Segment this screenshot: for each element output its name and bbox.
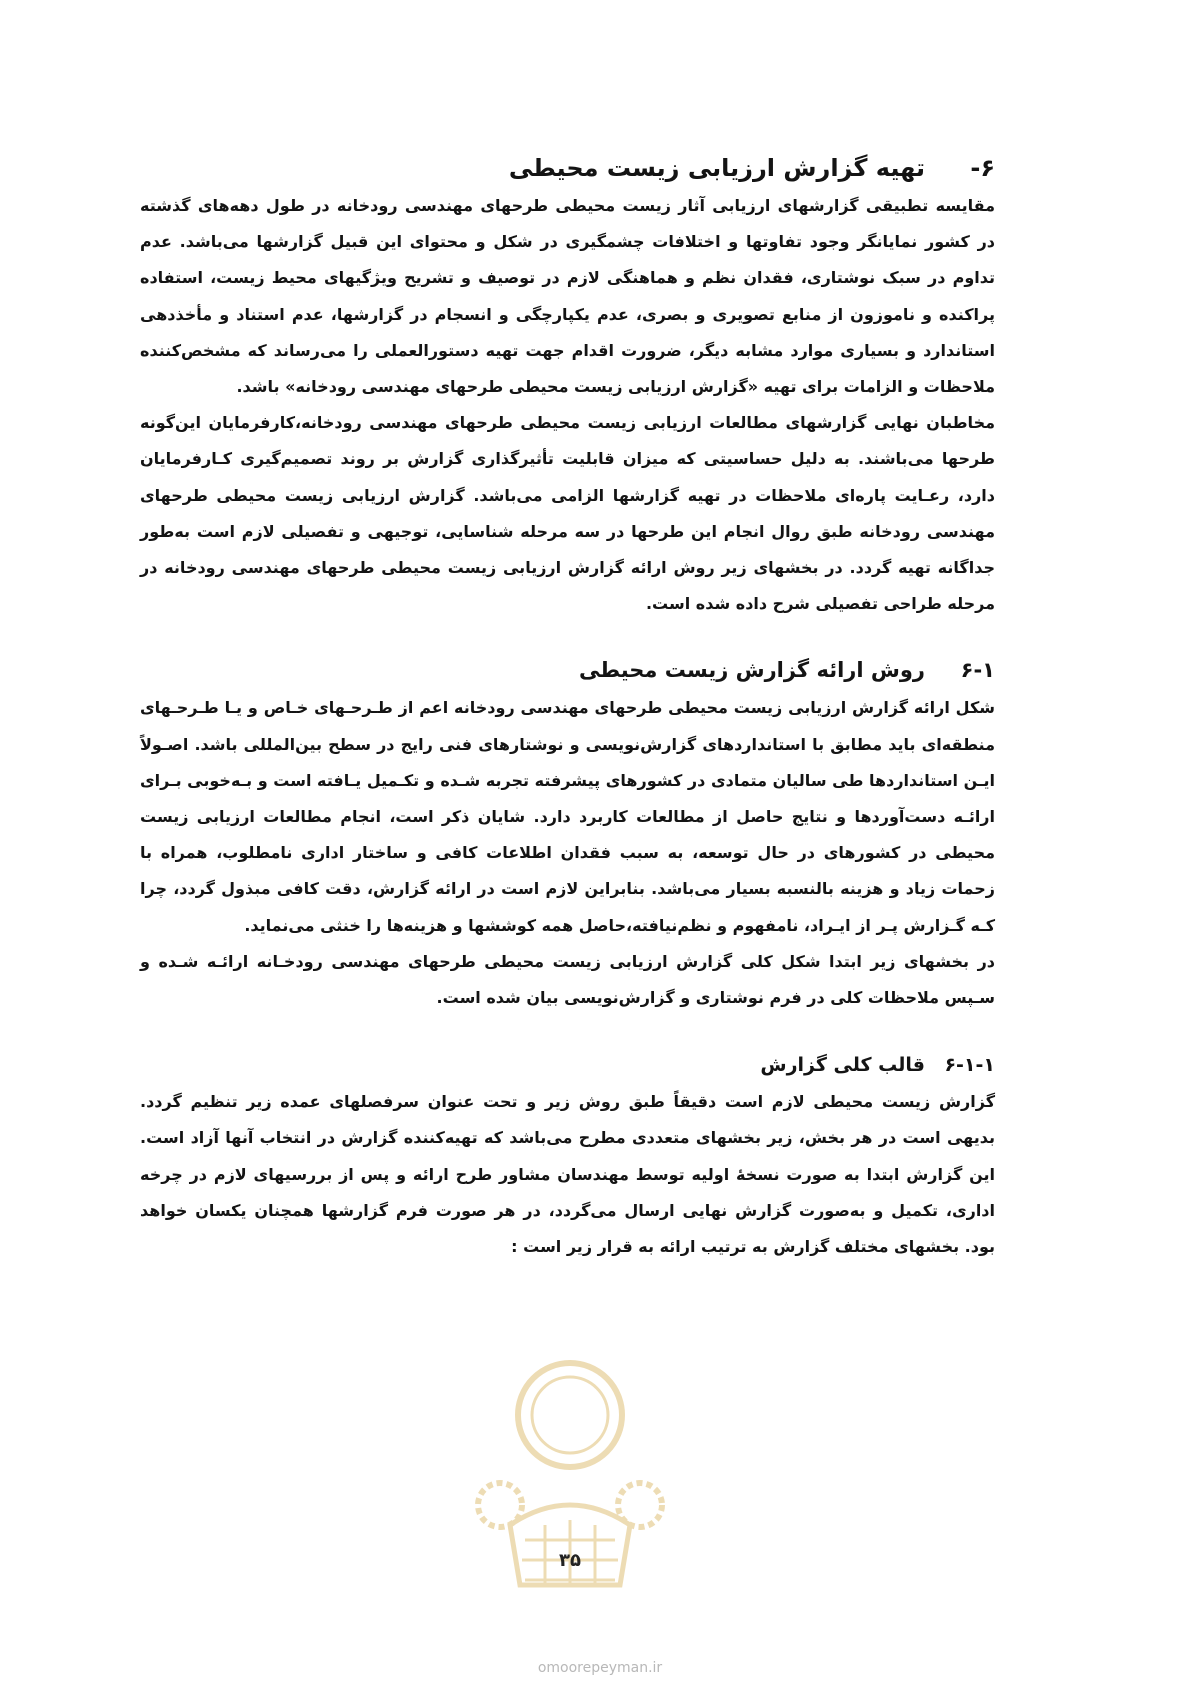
section-6-1-paragraph-2: در بخشهای زیر ابتدا شکل کلی گزارش ارزیابی زیست محیطی طرحهای مهندسی رودخـانه ارائـه شـده و سـپس ملاحظات کلی در فرم نوشتاری و گزارش‌نویسی بیان شده است. <box>140 951 995 1008</box>
section-6-paragraph-2: مخاطبان نهایی گزارشهای مطالعات ارزیابی زیست محیطی طرحهای مهندسی رودخانه،کارفرمایان این‌گونه طرحها می‌باشند. به دلیل حساسیتی که میزان قابلیت تأثیرگذاری گزارش بر روند تصمیم‌گیری کـارفرمایان دارد، رعـایت پاره‌ای ملاحظات در تهیه گزارشها الزامی می‌باشد. گزارش ارزیابی زیست محیطی طرحهای مهندسی رودخانه طبق روال انجام این طرحها در سه مرحله شناسایی، توجیهی و تفصیلی لازم است به‌طور جداگانه تهیه گردد. در بخشهای زیر روش ارائه گزارش ارزیابی زیست محیطی طرحهای مهندسی رودخانه در مرحله طراحی تفصیلی شرح داده شده است. <box>140 413 995 614</box>
section-6-1-paragraph-1: شکل ارائه گزارش ارزیابی زیست محیطی طرحهای مهندسی رودخانه اعم از طـرحـهای خـاص و یـا طـرحـهای منطقه‌ای باید مطابق با استانداردهای گزارش‌نویسی و نوشتارهای فنی رایج در سطح بین‌المللی باشد. اصـولاً ایـن استانداردها طی سالیان متمادی در کشورهای پیشرفته تجربه شـده و تکـمیل یـافته است و بـه‌خوبی بـرای ارائـه دست‌آوردها و نتایج حاصل از مطالعات کاربرد دارد. شایان ذکر است، انجام مطالعات ارزیابی زیست محیطی در کشورهای در حال توسعه، به سبب فقدان اطلاعات کافی و ساختار اداری نامطلوب، همراه با زحمات زیاد و هزینه بالنسبه بسیار می‌باشد. بنابراین لازم است در ارائه گزارش، دقت کافی مبذول گردد، چرا کـه گـزارش پـر از ایـراد، نامفهوم و نظم‌نیافته،حاصل همه کوششها و هزینه‌ها را خنثی می‌نماید. <box>140 698 995 935</box>
document-body <box>140 148 995 1265</box>
section-6-number: ۶- <box>970 154 995 182</box>
section-6-1-title: روش ارائه گزارش زیست محیطی <box>579 658 925 683</box>
footer-watermark-url: omoorepeyman.ir <box>537 1660 663 1676</box>
section-6-1-number: ۶-۱ <box>960 658 995 683</box>
section-6-title: تهیه گزارش ارزیابی زیست محیطی <box>508 154 925 182</box>
section-6-paragraph-1: مقایسه تطبیقی گزارشهای ارزیابی آثار زیست محیطی طرحهای مهندسی رودخانه در طول دهه‌های گذشته در کشور نمایانگر وجود تفاوتها و اختلافات چشمگیری در شکل و محتوای این قبیل گزارشها می‌باشد. عدم تداوم در سبک نوشتاری، فقدان نظم و هماهنگی لازم در توصیف و تشریح ویژگیهای محیط زیست، استفاده پراکنده و ناموزون از منابع تصویری و بصری، عدم یکپارچگی و انسجام در گزارشها، عدم استناد و مأخذدهی استاندارد و بسیاری موارد مشابه دیگر، ضرورت اقدام جهت تهیه دستورالعملی را می‌رساند که مشخص‌کننده ملاحظات و الزامات برای تهیه «گزارش ارزیابی زیست محیطی طرحهای مهندسی رودخانه» باشد. <box>140 196 995 397</box>
page-number: ۳۵ <box>559 1550 581 1571</box>
section-6-1-1-heading <box>140 1046 995 1084</box>
section-6-1-1-number: ۶-۱-۱ <box>944 1054 995 1077</box>
section-6-heading <box>140 148 995 188</box>
section-6-1-1-paragraph-1: گزارش زیست محیطی لازم است دقیقاً طبق روش زیر و تحت عنوان سرفصلهای عمده زیر تنظیم گردد. بدیهی است در هر بخش، زیر بخشهای متعددی مطرح می‌باشد که تهیه‌کننده گزارش در انتخاب آنها آزاد است. این گزارش ابتدا به صورت نسخهٔ اولیه توسط مهندسان مشاور طرح ارائه و پس از بررسیهای لازم در چرخه اداری، تکمیل و به‌صورت گزارش نهایی ارسال می‌گردد، در هر صورت فرم گزارشها همچنان یکسان خواهد بود. بخشهای مختلف گزارش به ترتیب ارائه به قرار زیر است : <box>140 1092 995 1257</box>
section-6-1-1-title: قالب کلی گزارش <box>760 1054 925 1077</box>
section-6-1-heading <box>140 650 995 690</box>
watermark-logo-icon <box>470 1355 670 1615</box>
